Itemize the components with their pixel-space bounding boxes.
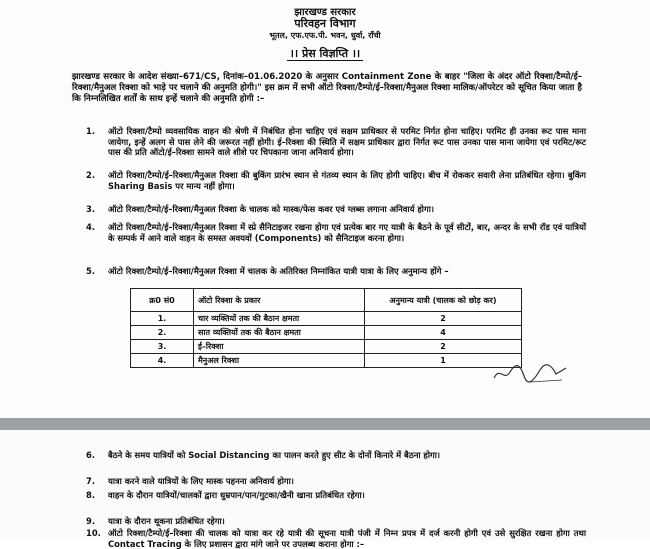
table-header: क्र0 सं0 [131,289,194,312]
table-cell: मैनुअल रिक्शा [194,354,365,368]
department-name: परिवहन विभाग [294,17,356,30]
table-cell: 2 [365,312,522,326]
condition-item: 5. ऑटो रिक्शा/टैम्पो/ई–रिक्शा/मैनुअल रिक्शा में चालक के अतिरिक्त निम्नांकित यात्री यात्रा के लिए अनुमान्य होंगे – [86,266,449,276]
condition-item: 1. ऑटो रिक्शा/टैम्पो व्यवसायिक वाहन की श्रेणी में निबंधित होना चाहिए एवं सक्षम प्राधिकार से परमिट निर्गत होना चाहिए। परमिट ही उनका रूट पास माना जायेगा, इन्हें अलग से पास लेने की जरूरत नहीं होगी। ई–रिक्शा की स्थिति में सक्षम प्राधिकार द्वारा निर्गत रूट पास उनका पास माना जायेगा एवं परमिट/रूट पास की प्रति ऑटो/ई–रिक्शा सामने वाले शीशे पर चिपकाना जाना अनिवार्य होगा। [86,126,586,158]
condition-item: 8. वाहन के दौरान यात्रियों/चालकों द्वारा धुम्रपान/पान/गुटका/खैनी खाना प्रतिबंधित रहेगा। [86,490,365,500]
table-cell: 2. [131,326,194,340]
condition-item: 2. ऑटो रिक्शा/टैम्पो/ई–रिक्शा/मैनुअल रिक्शा की बुकिंग प्रारंभ स्थान से गंतव्य स्थान के लिए होगी चाहिए। बीच में रोककर सवारी लेना प्रतिबंधित रहेगा। बुकिंग Sharing Basis पर मान्य नहीं होगा। [86,170,586,191]
condition-item: 10. ऑटो रिक्शा/टैम्पो/ई–रिक्शा की चालक को यात्रा कर रहे यात्री की सूचना यात्री पंजी में निम्न प्रपत्र में दर्ज करनी होगी एवं उसे सुरक्षित रखना होगा तथा Contact Tracing के लिए प्रशासन द्वारा मांगे जाने पर उपलब्ध कराना होगा :– [86,528,586,549]
department-address: भूतल, एफ.एफ.पी. भवन, धुर्वा, राँची [269,31,381,40]
table-cell: चार व्यक्तियों तक की बैठान क्षमता [194,312,365,326]
condition-item: 7. यात्रा करने वाले यात्रियों के लिए मास्क पहनना अनिवार्य होगा। [86,476,294,486]
table-header: अनुमान्य यात्री (चालक को छोड़ कर) [365,289,522,312]
condition-item: 9. यात्रा के दौरान थूकना प्रतिबंधित रहेगा। [86,516,225,526]
table-cell: ई–रिक्शा [194,340,365,354]
page-two [0,430,650,549]
press-release-title: ।। प्रेस विज्ञप्ति ।। [0,46,650,61]
table-cell: सात व्यक्तियों तक की बैठान क्षमता [194,326,365,340]
table-cell: 4 [365,326,522,340]
passenger-table [130,288,522,368]
condition-item: 4. ऑटो रिक्शा/टैम्पो/ई–रिक्शा/मैनुअल रिक्शा में स्प्रे सैनिटाइजर रखना होगा एवं प्रत्येक बार गए यात्री के बैठने के पूर्व सीटों, बार, अन्दर के सभी रॉड एवं यात्रियों के सम्पर्क में आने वाले वाहन के समस्त अवयवों (Components) को सैनिटाइज करना होगा। [86,222,586,243]
govt-name: झारखण्ड सरकार [294,7,356,18]
table-cell: 3. [131,340,194,354]
table-cell: 1. [131,312,194,326]
table-cell: 4. [131,354,194,368]
page-separator [0,418,650,430]
table-header-row [131,289,522,312]
table-cell: 1 [365,354,522,368]
intro-paragraph: झारखण्ड सरकार के आदेश संख्या–671/CS, दिनांक–01.06.2020 के अनुसार Containment Zone के बाहर "जिला के अंदर ऑटो रिक्शा/टैम्पो/ई–रिक्शा/मैनुअल रिक्शा को भाड़े पर चलाने की अनुमति होगी।" इस क्रम में सभी ऑटो रिक्शा/टैम्पो/ई–रिक्शा/मैनुअल रिक्शा मालिक/ऑपरेटर को सूचित किया जाता है कि निम्नलिखित शर्तों के साथ इन्हें चलाने की अनुमति होगी :– [72,72,582,104]
condition-item: 3. ऑटो रिक्शा/टैम्पो/ई–रिक्शा/मैनुअल रिक्शा के चालक को मास्क/फेस कवर एवं ग्लब्स लगाना अनिवार्य होगा। [86,204,435,214]
table-row [131,312,522,326]
table-row [131,326,522,340]
table-cell: 2 [365,340,522,354]
condition-item: 6. बैठने के समय यात्रियों को Social Distancing का पालन करते हुए सीट के दोनों किनारे में बैठना होगा। [86,450,441,460]
signature [490,356,570,386]
table-row [131,354,522,368]
table-header: ऑटो रिक्शा के प्रकार [194,289,365,312]
table-row [131,340,522,354]
